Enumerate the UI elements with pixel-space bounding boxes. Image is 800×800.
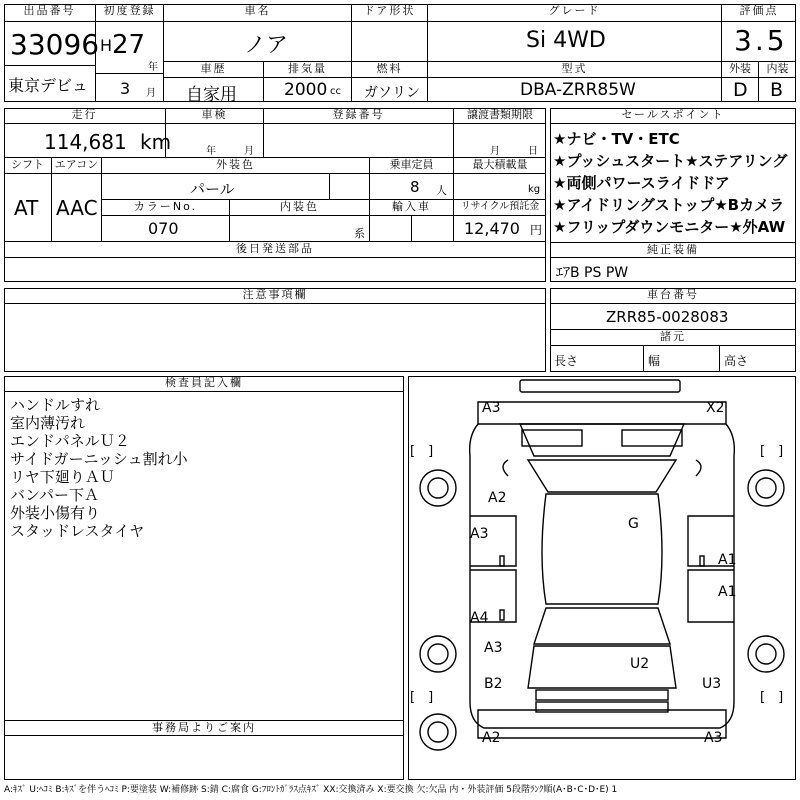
shift-value: AT xyxy=(14,196,39,220)
era-letter: H xyxy=(100,36,113,55)
door-cell xyxy=(352,22,428,62)
shift-header: シフト xyxy=(4,158,52,174)
mark-rear-left-corner: B2 xyxy=(484,676,503,692)
tire-bracket-front-left: [ ] xyxy=(410,444,434,459)
fuel-value: ガソリン xyxy=(364,85,420,101)
sales-point-item: ★プッシュスタート★ステアリング xyxy=(553,152,788,170)
exterior-header: 外装 xyxy=(722,62,759,78)
plate-header: 登録番号 xyxy=(264,108,454,124)
tire-bracket-front-right: [ ] xyxy=(760,444,784,459)
inspector-note: バンパー下Ａ xyxy=(10,486,99,504)
displacement-header: 排気量 xyxy=(264,62,352,78)
model-code-header: 型式 xyxy=(428,62,722,78)
mark-right-rear-door: A1 xyxy=(718,584,737,600)
chassis-cell xyxy=(550,304,796,330)
displacement-cell xyxy=(264,78,352,102)
grade-cell xyxy=(428,22,722,62)
exterior-score: D xyxy=(733,79,748,101)
lot-number: 33096 xyxy=(10,28,100,61)
displacement-value: 2000 xyxy=(284,80,328,100)
grade-value: Si 4WD xyxy=(526,28,606,53)
sales-point-item: ★ナビ・TV・ETC xyxy=(553,130,680,148)
chassis-header: 車台番号 xyxy=(550,288,796,304)
mark-rear-right-corner: U3 xyxy=(702,676,722,692)
first-reg-header: 初度登録 xyxy=(96,4,164,22)
mark-hood-left: A2 xyxy=(488,490,507,506)
dim-width-cell xyxy=(644,346,720,372)
fuel-cell xyxy=(352,78,428,102)
sales-point-item: ★アイドリングストップ★Bカメラ xyxy=(553,196,785,214)
history-cell xyxy=(164,78,264,105)
transfer-month-unit: 月 xyxy=(490,146,500,157)
interior-score: B xyxy=(770,79,784,101)
inspector-note: サイドガーニッシュ割れ小 xyxy=(10,450,188,468)
inspection-year-unit: 年 xyxy=(206,146,216,157)
transfer-doc-header: 譲渡書類期限 xyxy=(454,108,546,124)
door-header: ドア形状 xyxy=(352,4,428,22)
aircon-value: AAC xyxy=(56,196,98,220)
lot-no-header: 出品番号 xyxy=(4,4,96,22)
sales-point-item: ★両側パワースライドドア xyxy=(553,174,730,192)
inspection-cell xyxy=(166,124,264,158)
import-cell-a xyxy=(370,216,412,242)
ext-color-header: 外装色 xyxy=(102,158,370,174)
plate-cell xyxy=(264,124,454,158)
dim-width-label: 幅 xyxy=(648,354,661,368)
max-load-unit: kg xyxy=(528,184,541,195)
legend-text: A:ｷｽﾞ U:ﾍｺﾐ B:ｷｽﾞを伴うﾍｺﾐ P:要塗装 W:補修跡 S:錆 C:腐食 G:ﾌﾛﾝﾄｶﾞﾗｽ点ｷｽﾞ XX:交換済み X:要交換 欠:欠品 内・外装評価 5段階ﾗﾝｸ順(A･B･C･D･E) 1 xyxy=(4,785,618,795)
history-value: 自家用 xyxy=(186,85,237,105)
model-code-value: DBA-ZRR85W xyxy=(520,80,636,100)
car-name-cell xyxy=(164,22,352,62)
transfer-doc-cell xyxy=(454,124,546,158)
grade-header: グレード xyxy=(428,4,722,22)
sales-points-header: セールスポイント xyxy=(550,108,796,124)
mark-front-left: A3 xyxy=(482,400,501,416)
dim-length-label: 長さ xyxy=(554,354,579,368)
color-no-value: 070 xyxy=(148,219,179,238)
mark-left-front-door: A3 xyxy=(470,526,489,542)
ext-color-cell xyxy=(102,174,330,200)
mark-roof: G xyxy=(628,516,639,532)
int-color-cell xyxy=(230,216,370,242)
color-no-header: カラーNo. xyxy=(102,200,230,216)
first-reg-year-cell xyxy=(96,22,164,74)
sales-points-list xyxy=(553,128,796,240)
genuine-equipment-header: 純正装備 xyxy=(550,242,796,258)
aircon-header: エアコン xyxy=(52,158,102,174)
int-color-unit: 系 xyxy=(354,227,365,240)
interior-header: 内装 xyxy=(759,62,796,78)
year-unit: 年 xyxy=(148,62,158,73)
car-diagram-svg xyxy=(408,376,796,780)
chassis-number: ZRR85-0028083 xyxy=(606,308,729,326)
dimensions-header: 諸元 xyxy=(550,330,796,346)
shift-cell xyxy=(4,174,52,242)
car-name-header: 車名 xyxy=(164,4,352,22)
score-header: 評価点 xyxy=(722,4,796,22)
dim-length-cell xyxy=(550,346,644,372)
inspector-note: 外装小傷有り xyxy=(10,504,101,522)
mileage-cell xyxy=(4,124,172,158)
recycle-unit: 円 xyxy=(530,223,543,237)
later-parts-body xyxy=(4,258,546,282)
mark-front-right: X2 xyxy=(706,400,725,416)
venue-cell xyxy=(4,66,96,102)
model-code-cell xyxy=(428,78,722,102)
aircon-cell xyxy=(52,174,102,242)
capacity-header: 乗車定員 xyxy=(370,158,454,174)
mark-rear-bumper-left: A2 xyxy=(482,730,501,746)
inspection-month-unit: 月 xyxy=(244,146,254,157)
inspector-notes-list xyxy=(10,394,400,554)
reg-year: 27 xyxy=(112,30,146,60)
transfer-day-unit: 日 xyxy=(528,146,538,157)
genuine-equipment-value: ｴｱB PS PW xyxy=(556,265,629,281)
import-cell-b xyxy=(412,216,454,242)
import-header: 輸入車 xyxy=(370,200,454,216)
mark-left-rear-quarter: A3 xyxy=(484,640,503,656)
ext-color-sub-cell xyxy=(330,174,370,200)
int-color-header: 内装色 xyxy=(230,200,370,216)
first-reg-month-cell xyxy=(96,74,164,102)
mark-rear-bumper-right: A3 xyxy=(704,730,723,746)
mileage-header: 走行 xyxy=(4,108,166,124)
recycle-cell xyxy=(454,216,546,242)
mark-tailgate: U2 xyxy=(630,656,650,672)
tire-bracket-rear-right: [ ] xyxy=(760,690,784,705)
capacity-unit: 人 xyxy=(436,184,447,197)
max-load-cell xyxy=(454,174,546,200)
venue-name: 東京デビュ xyxy=(8,76,89,95)
office-info-header: 事務局よりご案内 xyxy=(4,720,404,736)
inspector-header: 検査員記入欄 xyxy=(4,376,404,392)
inspector-note: 室内薄汚れ xyxy=(10,414,86,432)
month-unit: 月 xyxy=(146,88,156,99)
notes-header: 注意事項欄 xyxy=(4,288,546,304)
tire-bracket-rear-left: [ ] xyxy=(410,690,434,705)
capacity-cell xyxy=(370,174,454,200)
car-name: ノア xyxy=(244,33,289,58)
inspector-note: エンドパネルＵ２ xyxy=(10,432,130,450)
history-header: 車歴 xyxy=(164,62,264,78)
inspector-note: ハンドルすれ xyxy=(10,396,101,414)
later-parts-header: 後日発送部品 xyxy=(4,242,546,258)
dim-height-label: 高さ xyxy=(724,354,749,368)
capacity-value: 8 xyxy=(410,178,420,196)
displacement-unit: cc xyxy=(330,86,341,97)
ext-color-value: パール xyxy=(190,180,235,198)
recycle-header: リサイクル預託金 xyxy=(454,200,546,216)
mark-left-rear-door: A4 xyxy=(470,610,489,626)
interior-score-cell xyxy=(759,78,796,102)
mark-right-front-door: A1 xyxy=(718,552,737,568)
mileage-value: 114,681 xyxy=(44,130,127,154)
exterior-score-cell xyxy=(722,78,759,102)
score-value: 3.5 xyxy=(734,24,788,57)
fuel-header: 燃料 xyxy=(352,62,428,78)
color-no-cell xyxy=(102,216,230,242)
inspector-note: リヤ下廻りＡＵ xyxy=(10,468,115,486)
inspection-header: 車検 xyxy=(166,108,264,124)
recycle-value: 12,470 xyxy=(464,219,520,238)
max-load-header: 最大積載量 xyxy=(454,158,546,174)
mileage-unit: km xyxy=(140,130,172,154)
score-cell xyxy=(722,22,796,62)
sales-point-item: ★フリップダウンモニター★外AW xyxy=(553,218,786,236)
reg-month: 3 xyxy=(120,79,131,98)
lot-number-cell xyxy=(4,22,100,66)
inspector-note: スタッドレスタイヤ xyxy=(10,522,145,540)
dim-height-cell xyxy=(720,346,796,372)
